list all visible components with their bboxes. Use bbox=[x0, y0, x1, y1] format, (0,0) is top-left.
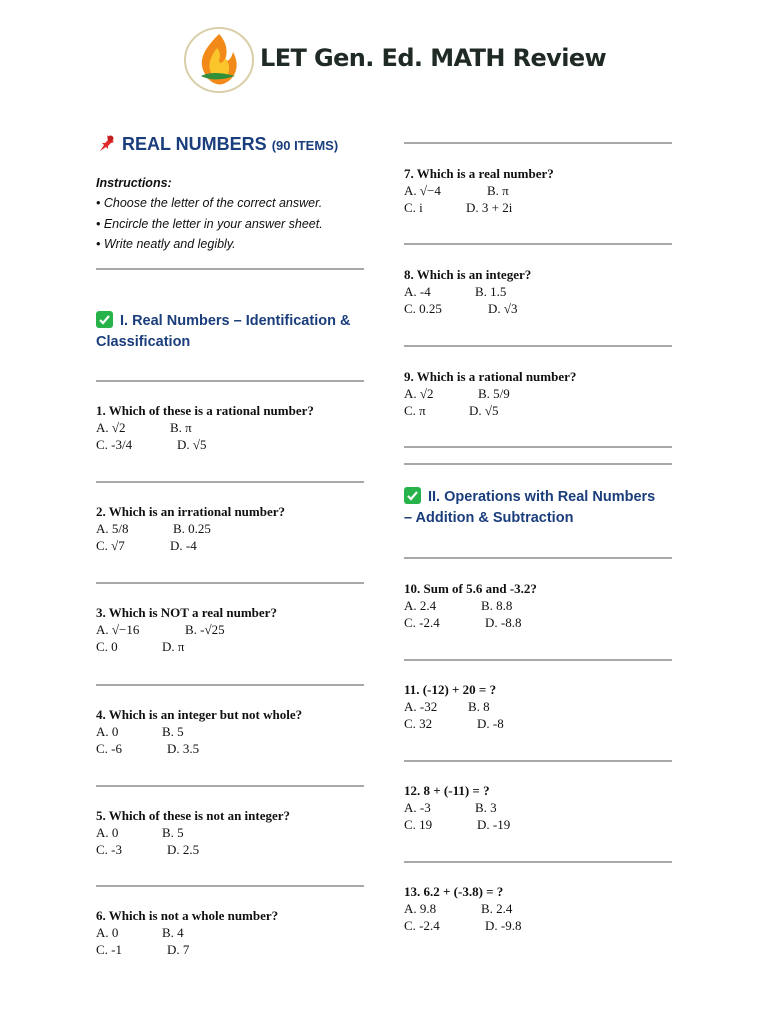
instruction-item: • Choose the letter of the correct answer. bbox=[96, 196, 323, 210]
divider bbox=[404, 861, 672, 863]
question-9: 9. Which is a rational number? A. √2 B. 5/9 C. π D. √5 bbox=[404, 369, 577, 418]
instruction-item: • Write neatly and legibly. bbox=[96, 237, 236, 251]
checkmark-icon bbox=[96, 311, 113, 328]
question-7: 7. Which is a real number? A. √−4 B. π C. i D. 3 + 2i bbox=[404, 166, 554, 215]
question-10: 10. Sum of 5.6 and -3.2? A. 2.4 B. 8.8 C. -2.4 D. -8.8 bbox=[404, 581, 537, 630]
question-1: 1. Which of these is a rational number? A. √2 B. π C. -3/4 D. √5 bbox=[96, 403, 314, 452]
question-2: 2. Which is an irrational number? A. 5/8 B. 0.25 C. √7 D. -4 bbox=[96, 504, 286, 553]
divider bbox=[404, 243, 672, 245]
question-11: 11. (-12) + 20 = ? A. -32 B. 8 C. 32 D. -8 bbox=[404, 682, 504, 731]
header-title: LET Gen. Ed. MATH Review bbox=[260, 44, 607, 72]
question-13: 13. 6.2 + (-3.8) = ? A. 9.8 B. 2.4 C. -2.4 D. -9.8 bbox=[404, 884, 522, 933]
instructions-label: Instructions: bbox=[96, 176, 172, 190]
question-5: 5. Which of these is not an integer? A. 0 B. 5 C. -3 D. 2.5 bbox=[96, 808, 291, 857]
divider bbox=[404, 659, 672, 661]
divider bbox=[96, 582, 364, 584]
divider bbox=[404, 557, 672, 559]
divider bbox=[96, 268, 364, 270]
section-title-text: REAL NUMBERS bbox=[122, 134, 267, 154]
divider bbox=[96, 380, 364, 382]
instruction-item: • Encircle the letter in your answer sheet. bbox=[96, 217, 323, 231]
divider bbox=[404, 760, 672, 762]
divider bbox=[404, 142, 672, 144]
page-header bbox=[0, 0, 768, 110]
question-4: 4. Which is an integer but not whole? A. 0 B. 5 C. -6 D. 3.5 bbox=[96, 707, 303, 756]
divider bbox=[96, 481, 364, 483]
question-6: 6. Which is not a whole number? A. 0 B. 4 C. -1 D. 7 bbox=[96, 908, 279, 957]
divider bbox=[96, 785, 364, 787]
subhead-identification: I. Real Numbers – Identification & Classification bbox=[96, 313, 351, 350]
divider bbox=[96, 684, 364, 686]
question-8: 8. Which is an integer? A. -4 B. 1.5 C. 0.25 D. √3 bbox=[404, 267, 532, 316]
section-title bbox=[96, 133, 338, 155]
divider bbox=[404, 446, 672, 448]
divider bbox=[96, 885, 364, 887]
question-3: 3. Which is NOT a real number? A. √−16 B. -√25 C. 0 D. π bbox=[96, 605, 277, 654]
flame-logo-icon bbox=[183, 26, 255, 94]
subhead-operations: II. Operations with Real Numbers – Addition & Subtraction bbox=[404, 489, 656, 526]
question-12: 12. 8 + (-11) = ? A. -3 B. 3 C. 19 D. -19 bbox=[404, 783, 511, 832]
divider bbox=[404, 345, 672, 347]
divider bbox=[404, 463, 672, 465]
pushpin-icon bbox=[96, 133, 116, 153]
section-count: (90 ITEMS) bbox=[271, 138, 339, 153]
checkmark-icon bbox=[404, 487, 421, 504]
